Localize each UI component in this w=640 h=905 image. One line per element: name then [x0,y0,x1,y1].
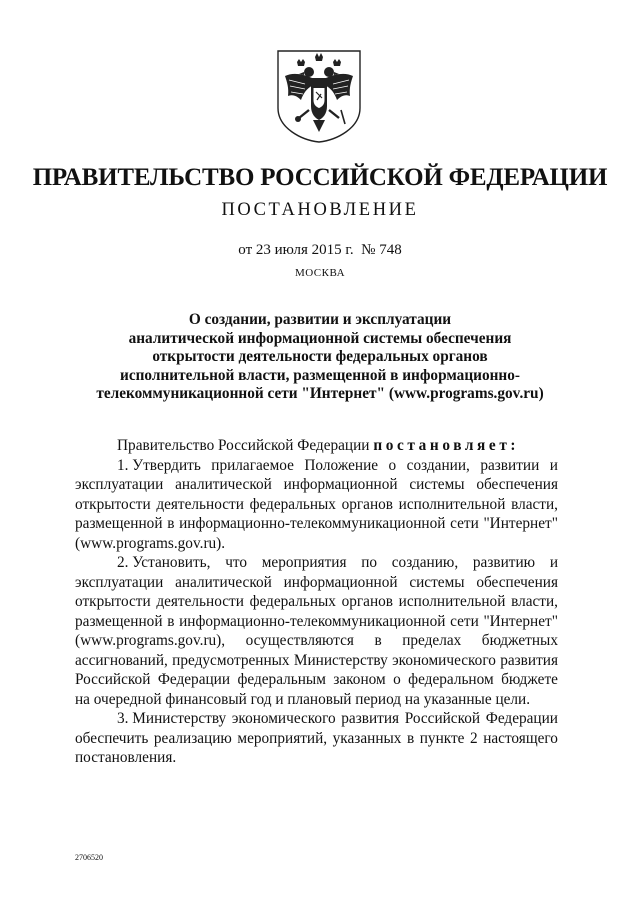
word: власти, [511,593,558,610]
paragraph-line [75,690,558,710]
document-type: ПОСТАНОВЛЕНИЕ [221,200,419,220]
paragraph-line [75,729,558,749]
title-line: аналитической информационной системы обеспечения [128,329,512,347]
paragraph-3 [75,709,558,768]
word: исполнительной [398,593,506,610]
word: 3. Министерству [117,710,227,727]
word: в [374,632,382,649]
word: пункте [419,729,465,747]
paragraph-line [75,475,558,495]
word: в [167,612,175,630]
word: аналитической [175,476,272,493]
word: обеспечить [75,729,149,747]
paragraph-line [75,709,558,729]
word: информационно-телекоммуникационной [179,515,446,532]
word: о [388,456,397,474]
word: осуществляются [245,632,354,649]
word: размещенной [75,515,163,532]
word: деятельности [156,593,244,610]
document-date: 23 июля 2015 г. [255,242,354,258]
paragraph-1 [75,456,558,554]
document-body [75,436,558,768]
word: мероприятий, [237,729,328,747]
word: бюджетных [481,632,558,649]
word: Федерации [485,710,558,727]
word: указанных [332,729,402,747]
word: Положение [304,456,379,474]
word: "Интернет" [483,515,558,532]
title-line: телекоммуникационной сети "Интернет" (www.programs.gov.ru) [96,385,544,402]
word: 2 [470,729,478,747]
word: реализацию [153,729,232,747]
word: предусмотренных [172,651,290,669]
paragraph-line [75,553,558,573]
number-sign: № [361,242,376,258]
line-text: постановления. [75,749,177,766]
document-title [70,311,570,404]
word: открытости [75,593,151,610]
coat-of-arms-emblem [275,48,363,144]
paragraph-line [75,612,558,632]
word: о [393,671,401,688]
word: информационной [283,476,398,493]
word: развитии [480,456,540,474]
document-number: 748 [379,242,402,258]
decree-word: постановляет: [373,437,520,454]
paragraph-line [75,670,558,690]
russian-coat-of-arms-icon [275,48,363,144]
paragraph-line [75,514,558,534]
word: по [361,554,378,571]
paragraph-line [75,748,558,768]
word: обеспечения [476,476,558,493]
word: созданию, [391,554,459,571]
word: развития [500,651,558,669]
title-line: О создании, развитии и эксплуатации [188,311,452,328]
word: что [225,554,248,571]
preamble-text: Правительство Российской Федерации [117,437,370,454]
paragraph-line [75,495,558,515]
word: в [406,729,415,747]
word: федеральных [249,495,336,513]
word: Министерству [293,651,388,669]
word: 1. Утвердить [117,456,201,474]
issuing-authority: ПРАВИТЕЛЬСТВО РОССИЙСКОЙ ФЕДЕРАЦИИ [32,164,608,191]
word: сети [450,612,479,630]
word: открытости [75,495,151,513]
word: федеральным [237,671,326,688]
word: Российской [75,671,151,688]
word: создании, [406,456,470,474]
word: органов [341,593,394,610]
word: эксплуатации [75,573,164,591]
word: "Интернет" [483,612,558,630]
word: Российской [404,710,481,727]
word: развития [341,710,400,727]
word: размещенной [75,612,163,630]
city: МОСКВА [294,267,346,279]
word: в [167,515,175,532]
word: власти, [511,495,558,513]
word: системы [409,573,465,591]
word: органов [341,495,394,513]
word: развитию [472,554,536,571]
word: исполнительной [398,495,506,513]
word: Федерации [157,671,231,688]
word: экономического [231,710,336,727]
paragraph-line [75,651,558,671]
word: и [549,456,558,474]
word: пределах [402,632,462,649]
line-text: (www.programs.gov.ru). [75,534,226,552]
paragraph-line [75,456,558,476]
word: прилагаемое [211,456,294,474]
paragraph-line [75,573,558,593]
word: законом [333,671,386,688]
word: аналитической [175,573,272,591]
word: экономического [392,651,496,669]
word: и [549,554,558,571]
paragraph-line [75,631,558,651]
paragraph-line [75,592,558,612]
word: мероприятия [261,554,347,571]
date-number-line [0,242,640,259]
word: системы [409,476,465,493]
word: настоящего [483,729,558,747]
word: бюджете [501,671,558,688]
title-line: исполнительной власти, размещенной в информационно- [120,366,520,384]
date-prefix: от [238,242,253,258]
paragraph-2 [75,553,558,709]
document-code: 2706520 [75,853,103,862]
word: 2. Установить, [117,554,211,571]
word: информационно-телекоммуникационной [179,612,446,630]
line-text: на очередной финансовый год и плановый период на указанные цели. [75,690,531,708]
preamble [75,436,558,456]
title-line: открытости деятельности федеральных органов [152,348,488,365]
word: федеральных [249,593,336,610]
word: сети [450,515,479,532]
word: деятельности [156,495,244,513]
paragraph-line [75,534,558,554]
word: федеральном [408,671,494,688]
word: обеспечения [476,573,558,591]
word: (www.programs.gov.ru), [75,632,226,649]
word: эксплуатации [75,476,164,493]
word: информационной [283,573,398,591]
word: ассигнований, [75,651,168,669]
